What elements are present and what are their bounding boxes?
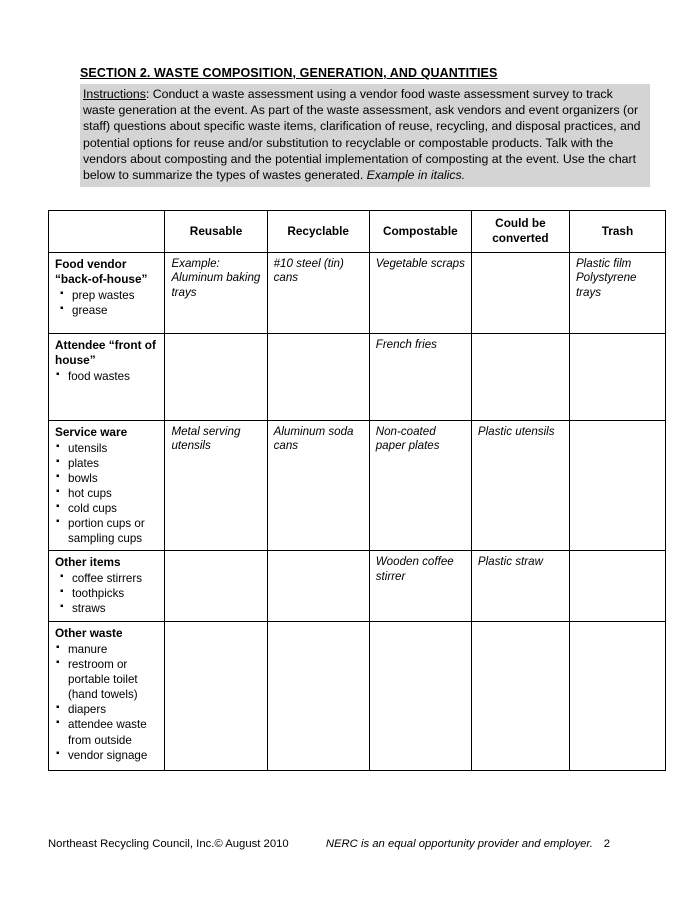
list-item: ▪ manure — [55, 642, 159, 657]
cell-trash — [569, 551, 665, 622]
row-category-items — [55, 642, 159, 763]
column-header-trash: Trash — [569, 211, 665, 252]
column-header-compostable: Compostable — [369, 211, 471, 252]
list-item: ▪ coffee stirrers — [55, 571, 159, 586]
list-item: ▪ bowls — [55, 471, 159, 486]
cell-recyclable — [267, 333, 369, 420]
cell-compostable — [369, 622, 471, 771]
waste-composition-table — [48, 210, 666, 771]
cell-recyclable — [267, 551, 369, 622]
page-footer — [48, 838, 648, 850]
column-header-category — [49, 211, 165, 252]
cell-compostable: French fries — [369, 333, 471, 420]
row-category-cell — [49, 420, 165, 551]
row-category-title: Service ware — [55, 424, 128, 439]
list-item: ▪ hot cups — [55, 486, 159, 501]
cell-reusable — [165, 551, 267, 622]
cell-trash — [569, 420, 665, 551]
list-item: ▪ food wastes — [55, 369, 159, 384]
cell-trash — [569, 622, 665, 771]
list-item: ▪ prep wastes — [55, 288, 159, 303]
row-category-title: Attendee “front of house” — [55, 337, 156, 367]
row-category-items — [55, 369, 159, 384]
table-row — [49, 420, 666, 551]
list-item: ▪ utensils — [55, 441, 159, 456]
cell-reusable: Example: Aluminum baking trays — [165, 252, 267, 333]
list-item: ▪ grease — [55, 303, 159, 318]
column-header-recyclable: Recyclable — [267, 211, 369, 252]
row-category-cell — [49, 622, 165, 771]
row-category-items — [55, 288, 159, 318]
instructions-body: : Conduct a waste assessment using a vendor food waste assessment survey to track waste generation at the event. As part of the waste assessment, ask vendors and event organizers (or staff) questions about specific waste items, clarification of reuse, recycling, and disposal practices, and potential options for reuse and/or substitution to recyclable or compostable products. Talk with the vendors about composting and the potential implementation of composting at the event. Use the chart below to summarize the types of wastes generated. — [83, 87, 641, 183]
list-item: ▪ diapers — [55, 702, 159, 717]
column-header-reusable: Reusable — [165, 211, 267, 252]
row-category-cell — [49, 551, 165, 622]
instructions-example-note: Example in italics. — [366, 168, 466, 183]
cell-converted — [471, 252, 569, 333]
cell-recyclable: Aluminum soda cans — [267, 420, 369, 551]
instructions-label: Instructions — [83, 87, 146, 101]
row-category-title: Other waste — [55, 626, 123, 641]
table-row — [49, 333, 666, 420]
cell-compostable: Wooden coffee stirrer — [369, 551, 471, 622]
table-header-row — [49, 211, 666, 252]
row-category-title: Other items — [55, 555, 121, 570]
page-title: SECTION 2. WASTE COMPOSITION, GENERATION, AND QUANTITIES — [80, 66, 498, 80]
cell-compostable: Vegetable scraps — [369, 252, 471, 333]
footer-copyright: Northeast Recycling Council, Inc.© August 2010 — [48, 838, 289, 850]
cell-recyclable — [267, 622, 369, 771]
cell-recyclable: #10 steel (tin) cans — [267, 252, 369, 333]
cell-reusable: Metal serving utensils — [165, 420, 267, 551]
cell-compostable: Non-coated paper plates — [369, 420, 471, 551]
row-category-cell — [49, 252, 165, 333]
cell-converted: Plastic straw — [471, 551, 569, 622]
list-item: ▪ restroom or portable toilet (hand towels) — [55, 657, 159, 702]
table-row — [49, 622, 666, 771]
table-row — [49, 252, 666, 333]
cell-trash: Plastic film Polystyrene trays — [569, 252, 665, 333]
row-category-items — [55, 441, 159, 546]
row-category-items — [55, 571, 159, 616]
list-item: ▪ vendor signage — [55, 748, 159, 763]
list-item: ▪ cold cups — [55, 501, 159, 516]
list-item: ▪ attendee waste from outside — [55, 717, 159, 747]
cell-converted: Plastic utensils — [471, 420, 569, 551]
row-category-title: Food vendor “back-of-house” — [55, 256, 148, 286]
footer-statement: NERC is an equal opportunity provider and employer. — [325, 838, 593, 850]
table-row — [49, 551, 666, 622]
list-item: ▪ toothpicks — [55, 586, 159, 601]
page-number: 2 — [603, 838, 610, 850]
row-category-cell — [49, 333, 165, 420]
cell-reusable — [165, 333, 267, 420]
list-item: ▪ straws — [55, 601, 159, 616]
cell-reusable — [165, 622, 267, 771]
cell-converted — [471, 333, 569, 420]
cell-converted — [471, 622, 569, 771]
column-header-could-be-converted: Could be converted — [471, 211, 569, 252]
instructions-block — [80, 84, 650, 187]
cell-trash — [569, 333, 665, 420]
list-item: ▪ plates — [55, 456, 159, 471]
list-item: ▪ portion cups or sampling cups — [55, 516, 159, 546]
